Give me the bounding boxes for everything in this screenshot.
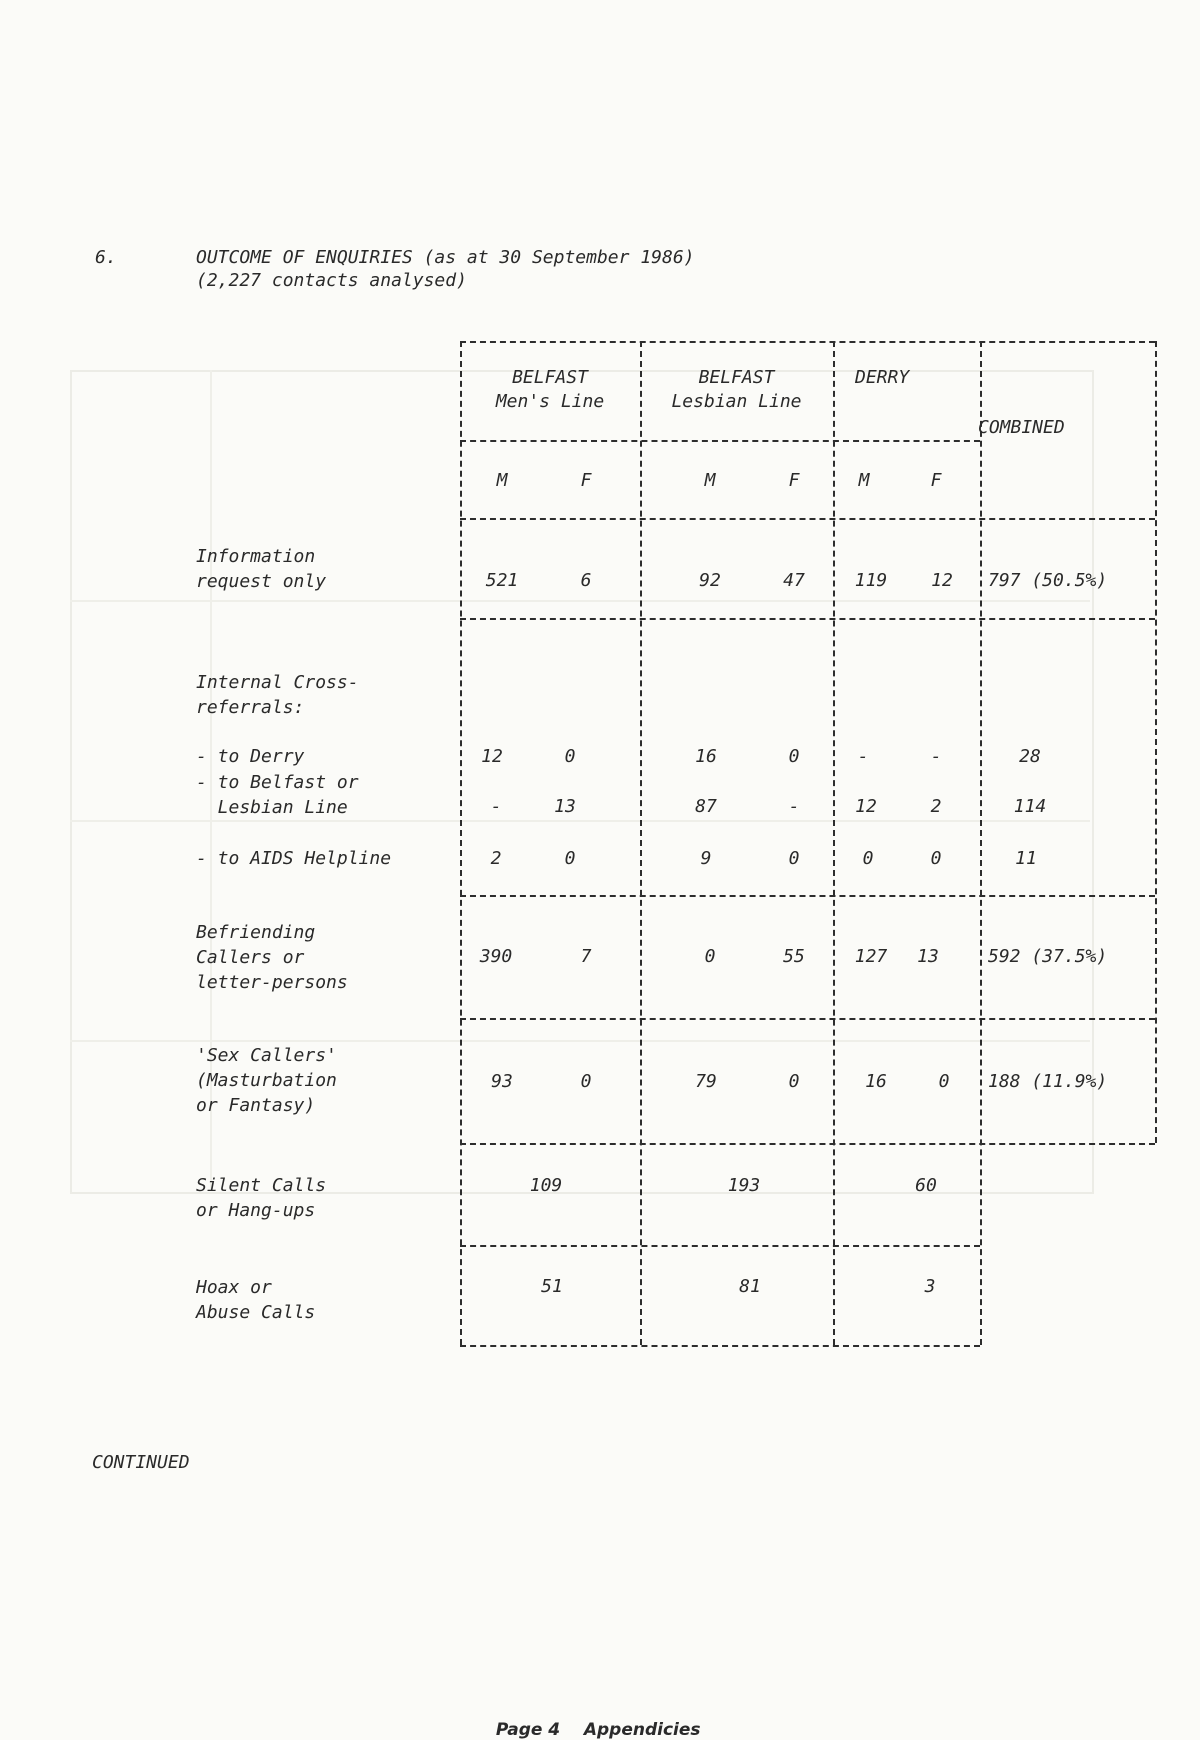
row-label-silent-calls: Silent Calls or Hang-ups [196,1175,327,1221]
combined-cell: 114 [1013,796,1047,817]
table-cell: 16 [865,1071,887,1092]
table-cell: 127 [854,946,888,967]
table-cell: 0 [788,1071,800,1092]
table-cell: 0 [930,848,942,869]
table-cell: 0 [862,848,874,869]
table-cell: 7 [580,946,592,967]
table-cell: 79 [695,1071,717,1092]
combined-cell: 592 (37.5%) [988,946,1108,967]
table-cell: 92 [699,570,721,591]
table-cell: - [490,796,502,817]
table-cell: 0 [788,848,800,869]
combined-cell: 28 [1019,746,1041,767]
col-header-combined: COMBINED [978,417,1065,438]
col-header-derry: DERRY [855,367,910,388]
row-label-hoax-calls: Hoax or Abuse Calls [196,1277,316,1323]
table-cell: 12 [855,796,877,817]
page-number: Page 4 [495,1720,561,1740]
table-cell: 60 [915,1175,937,1196]
sub-header-m: M [704,470,716,491]
table-cell: 119 [854,570,888,591]
table-cell: 193 [727,1175,761,1196]
table-cell: 81 [739,1276,761,1297]
table-cell: 93 [491,1071,513,1092]
table-cell: 0 [564,848,576,869]
section-name: Appendicies [583,1720,701,1740]
sub-header-f: F [580,470,592,491]
table-cell: 13 [554,796,576,817]
table-cell: 0 [564,746,576,767]
sub-header-f: F [930,470,942,491]
section-number: 6. [95,247,117,268]
table-cell: 9 [700,848,712,869]
continued-label: CONTINUED [92,1452,190,1473]
table-cell: 2 [930,796,942,817]
table-cell: 0 [704,946,716,967]
col-header-belfast-lesbian: BELFAST Lesbian Line [671,367,802,412]
table-cell: 55 [783,946,805,967]
table-cell: 0 [938,1071,950,1092]
col-header-belfast-mens: BELFAST Men's Line [495,367,605,412]
sub-header-m: M [496,470,508,491]
table-cell: 6 [580,570,592,591]
row-label-sex-callers: 'Sex Callers' (Masturbation or Fantasy) [196,1045,337,1116]
table-cell: 2 [490,848,502,869]
row-label-cross-referrals: Internal Cross- referrals: [196,672,359,718]
combined-cell: 797 (50.5%) [988,570,1108,591]
table-cell: 13 [917,946,939,967]
table-cell: 0 [788,746,800,767]
table-cell: 87 [695,796,717,817]
table-cell: 109 [529,1175,563,1196]
row-label-to-derry: - to Derry [196,746,305,767]
table-cell: - [930,746,942,767]
table-cell: - [857,746,869,767]
table-cell: - [788,796,800,817]
combined-cell: 188 (11.9%) [988,1071,1108,1092]
table-cell: 16 [695,746,717,767]
row-label-to-aids: - to AIDS Helpline [196,848,392,869]
row-label-befriending: Befriending Callers or letter-persons [196,922,348,993]
combined-cell: 11 [1015,848,1037,869]
table-cell: 51 [541,1276,563,1297]
sub-header-m: M [858,470,870,491]
table-cell: 390 [479,946,513,967]
table-cell: 0 [580,1071,592,1092]
page-footer [484,1700,701,1740]
table-cell: 521 [485,570,519,591]
table-cell: 3 [924,1276,936,1297]
row-label-to-belfast: - to Belfast or Lesbian Line [196,772,359,818]
sub-header-f: F [788,470,800,491]
table-cell: 47 [783,570,805,591]
table-cell: 12 [931,570,953,591]
section-title: OUTCOME OF ENQUIRIES (as at 30 September 1986) [196,247,695,268]
section-subtitle: (2,227 contacts analysed) [196,270,467,291]
table-cell: 12 [481,746,503,767]
row-label-information: Information request only [196,546,327,592]
